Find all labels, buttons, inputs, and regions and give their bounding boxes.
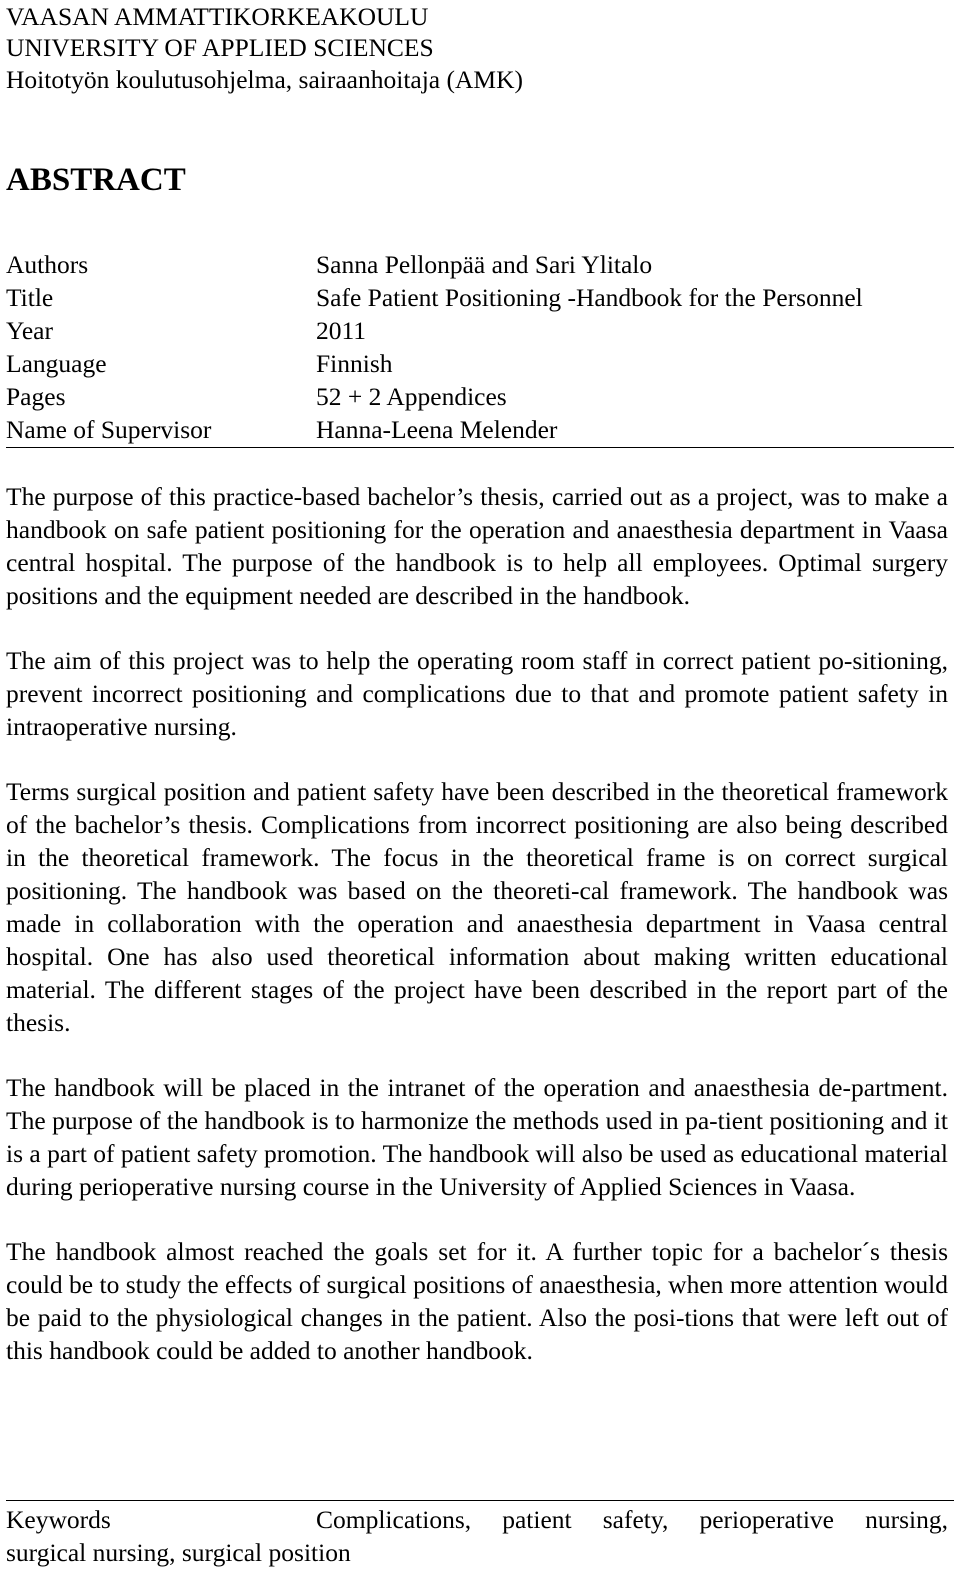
- meta-value: Finnish: [316, 349, 393, 378]
- institution-name-finnish: VAASAN AMMATTIKORKEAKOULU: [6, 2, 429, 31]
- abstract-paragraph: The aim of this project was to help the operating room staff in correct patient po-sitioning, prevent incorrect positioning and complications due to that and promote patient safety in intraoperative nursing.: [6, 646, 948, 741]
- meta-value: Sanna Pellonpää and Sari Ylitalo: [316, 250, 653, 279]
- meta-row-language: [6, 347, 954, 380]
- meta-value: 2011: [316, 316, 367, 345]
- meta-label: Year: [6, 316, 53, 345]
- meta-label: Title: [6, 283, 54, 312]
- meta-label: Pages: [6, 382, 66, 411]
- institution-name-english: UNIVERSITY OF APPLIED SCIENCES: [6, 33, 434, 62]
- abstract-paragraph: The handbook will be placed in the intranet of the operation and anaesthesia de-partment. The purpose of the handbook is to harmonize the methods used in pa-tient positioning and it is a part of patient safety promotion. The handbook will also be used as educational material during perioperative nursing course in the University of Applied Sciences in Vaasa.: [6, 1073, 948, 1201]
- meta-label: Authors: [6, 250, 89, 279]
- keywords-label: Keywords: [6, 1505, 111, 1534]
- meta-row-supervisor: [6, 413, 954, 446]
- keywords-line-1: Complications, patient safety, perioperative nursing,: [316, 1505, 948, 1534]
- meta-row-pages: [6, 380, 954, 413]
- abstract-heading: ABSTRACT: [6, 162, 186, 198]
- keywords-line-2: surgical nursing, surgical position: [6, 1538, 351, 1567]
- meta-label: Name of Supervisor: [6, 415, 212, 444]
- meta-row-authors: [6, 248, 954, 281]
- keywords-divider: [6, 1500, 954, 1501]
- thesis-metadata-table: [6, 248, 954, 446]
- meta-label: Language: [6, 349, 107, 378]
- abstract-paragraph: Terms surgical position and patient safety have been described in the theoretical framework of the bachelor’s thesis. Complications from incorrect positioning are also being described in the theoretical framework. The focus in the theoretical frame is on correct surgical positioning. The handbook was based on the theoreti-cal framework. The handbook was made in collaboration with the operation and anaesthesia department in Vaasa central hospital. One has also used theoretical information about making written educational material. The different stages of the project have been described in the report part of the thesis.: [6, 777, 948, 1037]
- abstract-paragraph: The purpose of this practice-based bachelor’s thesis, carried out as a project, was to make a handbook on safe patient positioning for the operation and anaesthesia department in Vaasa central hospital. The purpose of the handbook is to help all employees. Optimal surgery positions and the equipment needed are described in the handbook.: [6, 482, 948, 610]
- meta-value: Hanna-Leena Melender: [316, 415, 558, 444]
- metadata-divider: [6, 447, 954, 448]
- degree-programme: Hoitotyön koulutusohjelma, sairaanhoitaja (AMK): [6, 65, 523, 94]
- meta-value: Safe Patient Positioning -Handbook for the Personnel: [316, 283, 863, 312]
- meta-row-year: [6, 314, 954, 347]
- keywords-section: [6, 1503, 948, 1569]
- keywords-row: [6, 1503, 948, 1536]
- meta-row-title: [6, 281, 954, 314]
- abstract-paragraph: The handbook almost reached the goals set for it. A further topic for a bachelor´s thesis could be to study the effects of surgical positions of anaesthesia, when more attention would be paid to the physiological changes in the patient. Also the posi-tions that were left out of this handbook could be added to another handbook.: [6, 1237, 948, 1365]
- abstract-body: [6, 480, 948, 1399]
- meta-value: 52 + 2 Appendices: [316, 382, 507, 411]
